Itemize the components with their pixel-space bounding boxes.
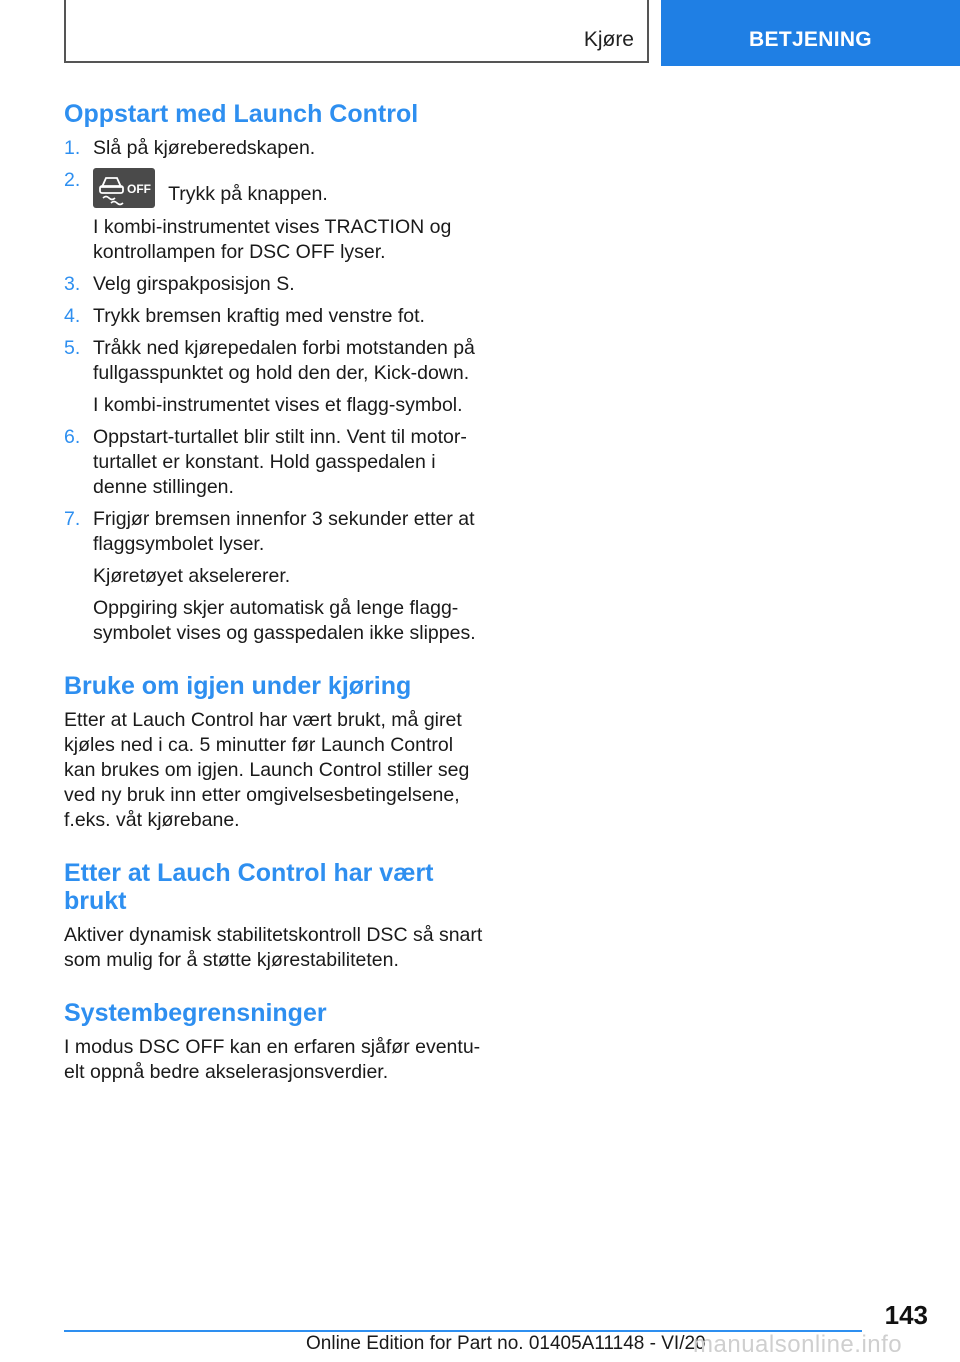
section-title: Bruke om igjen under kjøring <box>64 672 412 700</box>
step-item <box>64 136 484 161</box>
step-subtext: Oppgiring skjer automatisk gå lenge flagg-symbolet vises og gasspedalen ikke slippes. <box>93 597 476 644</box>
watermark: manualsonline.info <box>693 1331 903 1358</box>
step-text: Slå på kjøreberedskapen. <box>93 137 316 159</box>
step-item <box>64 272 484 297</box>
dsc-off-button-icon <box>93 168 155 208</box>
page-content <box>64 100 484 1111</box>
section-title: Etter at Lauch Control har vært brukt <box>64 859 434 915</box>
step-subtext: Kjøretøyet akselererer. <box>93 565 291 587</box>
step-subtext: I kombi-instrumentet vises TRACTION og kontrollampen for DSC OFF lyser. <box>93 216 452 263</box>
step-item <box>64 168 484 265</box>
header-section-label: Kjøre <box>583 28 634 51</box>
section-system-limits <box>64 999 484 1085</box>
section-paragraph: I modus DSC OFF kan en erfaren sjåfør eventu-elt oppnå bedre akselerasjonsverdier. <box>64 1036 481 1083</box>
step-number: 6. <box>64 426 81 448</box>
section-paragraph: Etter at Lauch Control har vært brukt, må giret kjøles ned i ca. 5 minutter før Launch Control kan brukes om igjen. Launch Control stiller seg ved ny bruk inn etter omgivelsesbetingelsene, f.eks. våt kjørebane. <box>64 709 470 831</box>
step-item <box>64 304 484 329</box>
step-number: 4. <box>64 305 81 327</box>
step-number: 3. <box>64 273 81 295</box>
section-title: Oppstart med Launch Control <box>64 100 419 128</box>
section-title: Systembegrensninger <box>64 999 327 1027</box>
step-text: Tråkk ned kjørepedalen forbi motstanden på fullgasspunktet og hold den der, Kick-down. <box>93 337 475 384</box>
section-paragraph: Aktiver dynamisk stabilitetskontroll DSC så snart som mulig for å støtte kjørestabiliteten. <box>64 924 483 971</box>
step-number: 5. <box>64 337 81 359</box>
step-item <box>64 507 484 646</box>
step-item <box>64 336 484 418</box>
step-number: 7. <box>64 508 81 530</box>
step-text: Frigjør bremsen innenfor 3 sekunder etter at flaggsymbolet lyser. <box>93 508 475 555</box>
step-subtext: I kombi-instrumentet vises et flagg-symbol. <box>93 394 463 416</box>
step-item <box>64 425 484 500</box>
step-text: Oppstart-turtallet blir stilt inn. Vent til motor-turtallet er konstant. Hold gasspedalen i denne stillingen. <box>93 426 467 498</box>
section-reuse <box>64 672 484 833</box>
section-launch-control <box>64 100 484 646</box>
page-number: 143 <box>884 1300 928 1330</box>
off-label: OFF <box>127 182 151 196</box>
step-text: Trykk på knappen. <box>168 183 328 205</box>
section-after-use <box>64 859 484 973</box>
header-chapter-tab: BETJENING <box>661 0 960 66</box>
footer-edition: Online Edition for Part no. 01405A11148 - VI/20 <box>306 1333 706 1354</box>
step-text: Trykk bremsen kraftig med venstre fot. <box>93 305 425 327</box>
step-text: Velg girspakposisjon S. <box>93 273 295 295</box>
step-number: 1. <box>64 137 81 159</box>
step-number: 2. <box>64 169 81 191</box>
steps-list <box>64 136 484 646</box>
header-frame <box>64 0 649 63</box>
